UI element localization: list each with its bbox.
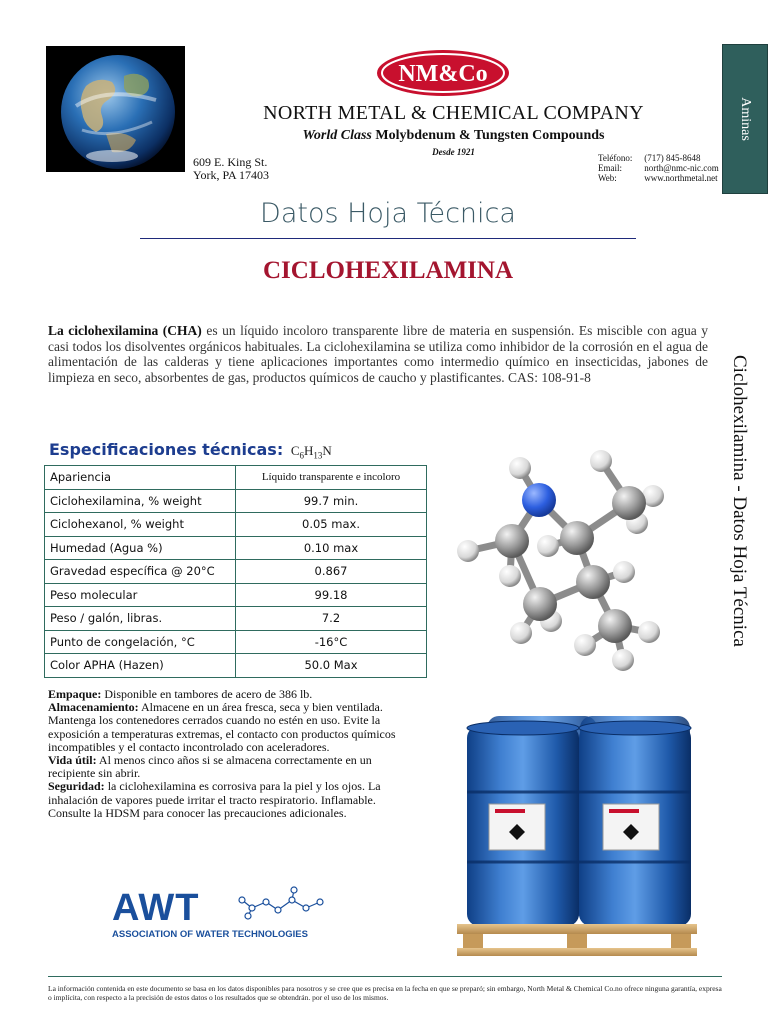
spec-label: Humedad (Agua %) bbox=[45, 536, 236, 560]
company-logo bbox=[374, 48, 512, 98]
web-link[interactable]: www.northmetal.net bbox=[644, 173, 718, 183]
phone-value: (717) 845-8648 bbox=[644, 153, 701, 163]
tagline-rest: Molybdenum & Tungsten Compounds bbox=[375, 128, 605, 143]
spec-row bbox=[45, 560, 427, 584]
hydrogen-atoms bbox=[457, 450, 664, 671]
disclaimer-footer: La información contenida en este documento se basa en los datos disponibles para nosotros y se cree que es precisa en la fecha en que se preparó; sin embargo, North Metal & Chemical Co.no ofrece ninguna garantía, expresa o implícita, con respecto a la precisión de estos datos o los resultados que se obtendrán. por el uso de los mismos. bbox=[48, 984, 722, 1002]
spec-row bbox=[45, 466, 427, 490]
description-lead: La ciclohexilamina (CHA) bbox=[48, 323, 202, 338]
svg-text:AWT: AWT bbox=[112, 887, 200, 929]
spec-value: 0.05 max. bbox=[236, 513, 427, 537]
vertical-side-title bbox=[720, 355, 760, 765]
spec-label: Punto de congelación, °C bbox=[45, 630, 236, 654]
email-link[interactable]: north@nmc-nic.com bbox=[644, 163, 719, 173]
spec-label: Ciclohexilamina, % weight bbox=[45, 489, 236, 513]
molecule-model-image bbox=[448, 448, 668, 688]
web-label: Web: bbox=[598, 173, 617, 183]
product-name: CICLOHEXILAMINA bbox=[262, 257, 514, 284]
tagline-italic: World Class bbox=[302, 128, 372, 143]
address-line-1: 609 E. King St. bbox=[193, 155, 268, 169]
spec-row bbox=[45, 654, 427, 678]
spec-value: 7.2 bbox=[236, 607, 427, 631]
safety-note: Seguridad: la ciclohexilamina es corrosiva para la piel y los ojos. La inhalación de vapores puede irritar el tracto respiratorio. Inflamable. Consulte la HDSM para conocer las precauciones adicionales. bbox=[48, 779, 381, 820]
email-label: Email: bbox=[598, 163, 622, 173]
spec-value: 50.0 Max bbox=[236, 654, 427, 678]
spec-label: Ciclohexanol, % weight bbox=[45, 513, 236, 537]
awt-logo bbox=[110, 882, 335, 942]
product-description bbox=[48, 323, 708, 385]
chemical-formula: $C_6H_{13}N$ bbox=[290, 443, 332, 461]
company-tagline bbox=[186, 128, 721, 144]
vertical-side-title-text: Ciclohexilamina - Datos Hoja Técnica bbox=[729, 355, 750, 647]
spec-value: 0.10 max bbox=[236, 536, 427, 560]
spec-value: -16°C bbox=[236, 630, 427, 654]
specs-table bbox=[44, 465, 427, 678]
svg-text:NM&Co: NM&Co bbox=[398, 61, 488, 87]
since-year: Desde 1921 bbox=[432, 147, 475, 157]
svg-text:ASSOCIATION OF WATER TECHNOLOG: ASSOCIATION OF WATER TECHNOLOGIES bbox=[112, 929, 308, 940]
category-tab bbox=[722, 44, 768, 194]
spec-row bbox=[45, 583, 427, 607]
spec-label: Color APHA (Hazen) bbox=[45, 654, 236, 678]
storage-note: Almacenamiento: Almacene en un área fresca, seca y bien ventilada. Mantenga los contenedores cerrados cuando no estén en uso. Evite la exposición a temperaturas extremas, el contacto con productos químicos incompatibles y el contacto incontrolado con aceleradores. bbox=[48, 700, 396, 754]
company-name: NORTH METAL & CHEMICAL COMPANY bbox=[263, 102, 644, 124]
specs-heading bbox=[49, 440, 332, 461]
spec-label: Gravedad específica @ 20°C bbox=[45, 560, 236, 584]
shelf-life-note: Vida útil: Al menos cinco años si se almacena correctamente en un recipiente sin abrir. bbox=[48, 753, 372, 781]
spec-value: 99.7 min. bbox=[236, 489, 427, 513]
sheet-title: Datos Hoja Técnica bbox=[260, 198, 516, 229]
spec-row bbox=[45, 536, 427, 560]
specs-heading-text: Especificaciones técnicas: bbox=[49, 440, 284, 459]
spec-label: Peso / galón, libras. bbox=[45, 607, 236, 631]
spec-row bbox=[45, 630, 427, 654]
handling-notes bbox=[48, 688, 410, 820]
spec-row bbox=[45, 513, 427, 537]
spec-row bbox=[45, 489, 427, 513]
earth-image bbox=[46, 46, 185, 172]
contact-info bbox=[598, 153, 719, 183]
spec-value: Líquido transparente e incoloro bbox=[236, 466, 427, 490]
address-line-2: York, PA 17403 bbox=[193, 168, 270, 182]
drums-on-pallet-image bbox=[455, 712, 700, 962]
spec-label: Apariencia bbox=[45, 466, 236, 490]
spec-value: 0.867 bbox=[236, 560, 427, 584]
title-divider bbox=[140, 238, 636, 239]
category-tab-label: Aminas bbox=[738, 97, 753, 141]
spec-label: Peso molecular bbox=[45, 583, 236, 607]
phone-label: Teléfono: bbox=[598, 153, 633, 163]
spec-row bbox=[45, 607, 427, 631]
packaging-note: Empaque: Disponible en tambores de acero de 386 lb. bbox=[48, 687, 313, 701]
company-address bbox=[193, 156, 269, 182]
spec-value: 99.18 bbox=[236, 583, 427, 607]
footer-divider bbox=[48, 976, 722, 977]
description-text: es un líquido incoloro transparente libre de materia en suspensión. Es miscible con agua y casi todos los disolventes orgánicos habituales. La ciclohexilamina se utiliza como inhibidor de la corrosión en el agua de alimentación de las calderas y tiene aplicaciones importantes como intermedio químico en insecticidas, jabones de limpieza en seco, absorbentes de gas, productos químicos de caucho y plastificantes. CAS: 108-91-8 bbox=[48, 323, 708, 385]
